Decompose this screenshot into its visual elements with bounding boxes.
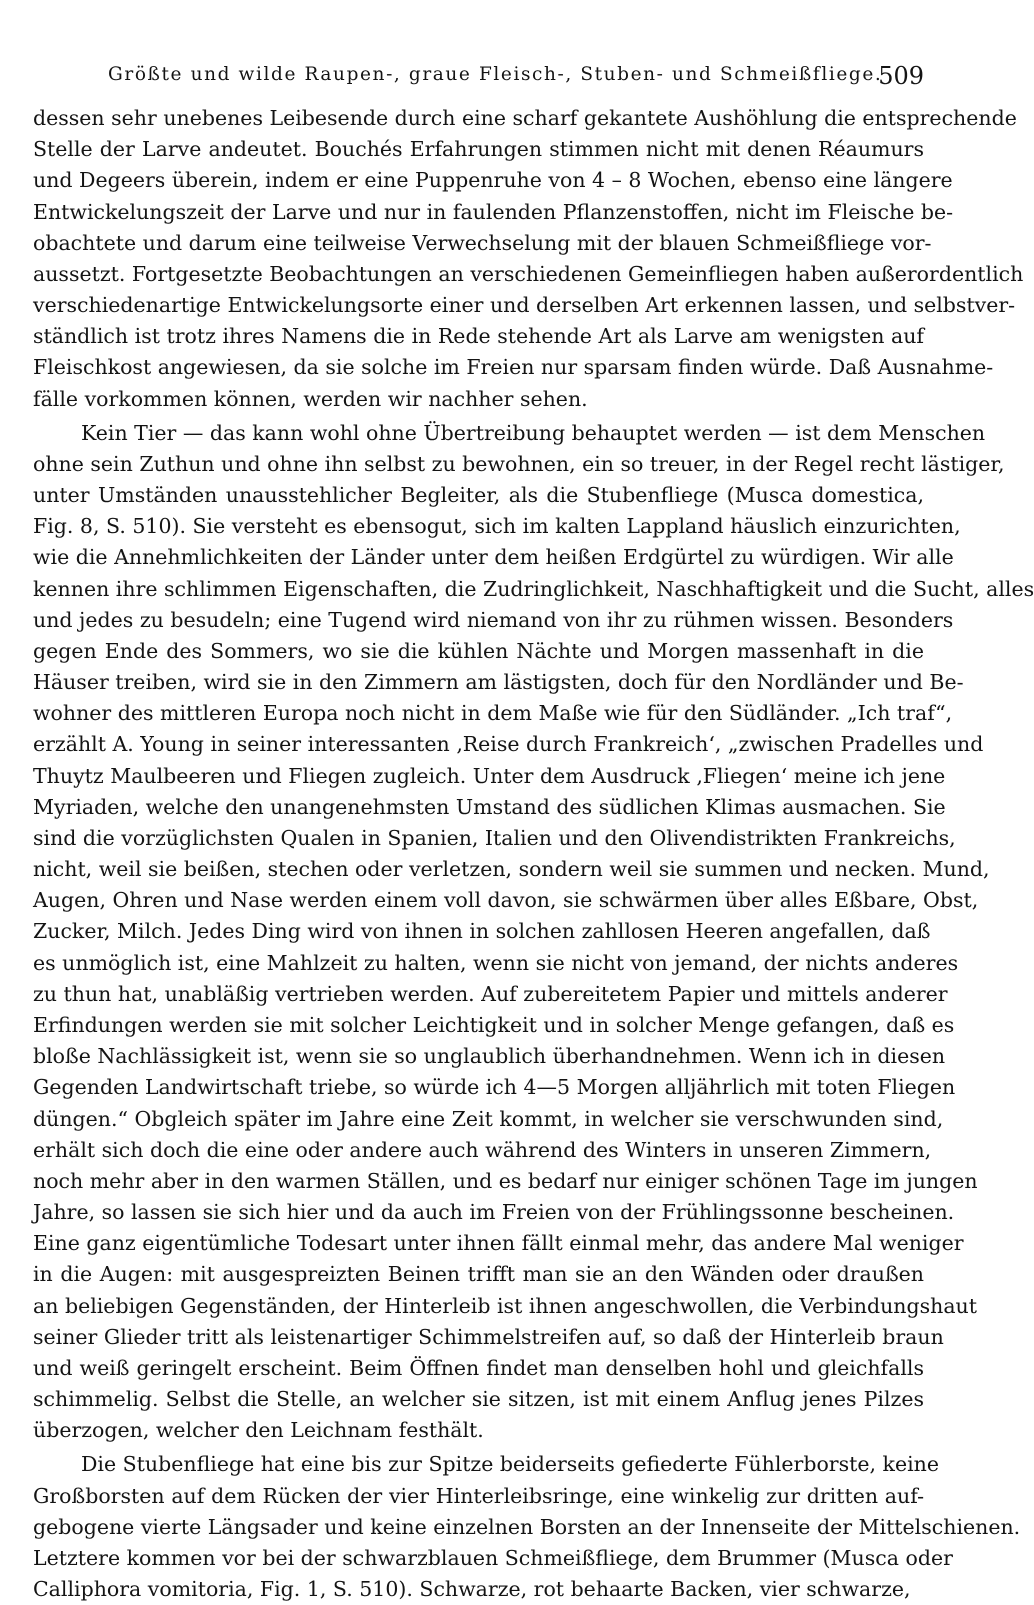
text-line: Myriaden, welche den unangenehmsten Umstand des südlichen Klimas ausmachen. Sie (33, 794, 946, 819)
page-number: 509 (878, 62, 924, 90)
text-line: unter Umständen unausstehlicher Begleiter, als die Stubenfliege (Musca domestica, (33, 483, 924, 508)
text-line: erzählt A. Young in seiner interessanten ‚Reise durch Frankreich‘, „zwischen Pradelles und (33, 732, 984, 757)
text-line: Häuser treiben, wird sie in den Zimmern am lästigsten, doch für den Nordländer und Be- (33, 670, 964, 695)
running-title: Größte und wilde Raupen-, graue Fleisch-, Stuben- und Schmeißfliege. (108, 64, 883, 85)
text-line: wohner des mittleren Europa noch nicht in dem Maße wie für den Südländer. „Ich traf“, (33, 701, 953, 726)
paragraph (33, 103, 1024, 415)
text-line: gegen Ende des Sommers, wo sie die kühlen Nächte und Morgen massenhaft in die (33, 638, 924, 663)
text-line: überzogen, welcher den Leichnam festhält. (33, 1418, 484, 1443)
text-line: Stelle der Larve andeutet. Bouchés Erfahrungen stimmen nicht mit denen Réaumurs (33, 137, 924, 162)
text-line: und weiß geringelt erscheint. Beim Öffnen findet man denselben hohl und gleichfalls (33, 1355, 924, 1380)
text-line: Großborsten auf dem Rücken der vier Hinterleibsringe, eine winkelig zur dritten auf- (33, 1483, 924, 1508)
text-line: nicht, weil sie beißen, stechen oder verletzen, sondern weil sie summen und necken. Mund, (33, 857, 990, 882)
text-line: Kein Tier — das kann wohl ohne Übertreibung behauptet werden — ist dem Menschen (81, 420, 986, 445)
text-line: dessen sehr unebenes Leibesende durch eine scharf gekantete Aushöhlung die entsprechende (33, 106, 1017, 130)
text-line: aussetzt. Fortgesetzte Beobachtungen an verschiedenen Gemeinfliegen haben außerordentlich (33, 261, 1024, 286)
text-line: ständlich ist trotz ihres Namens die in Rede stehende Art als Larve am wenigsten auf (33, 324, 924, 349)
text-line: ohne sein Zuthun und ohne ihn selbst zu bewohnen, ein so treuer, in der Regel recht lästiger, (33, 451, 1005, 476)
paragraph (33, 418, 1034, 1447)
text-line: es unmöglich ist, eine Mahlzeit zu halten, wenn sie nicht von jemand, der nichts anderes (33, 950, 959, 975)
body-text (33, 103, 1034, 1605)
text-line: und Degeers überein, indem er eine Puppenruhe von 4 – 8 Wochen, ebenso eine längere (33, 168, 953, 193)
page-header (33, 62, 924, 96)
text-line: sind die vorzüglichsten Qualen in Spanien, Italien und den Olivendistrikten Frankreichs, (33, 825, 956, 850)
text-line: schimmelig. Selbst die Stelle, an welcher sie sitzen, ist mit einem Anflug jenes Pilzes (33, 1387, 924, 1412)
text-line: Augen, Ohren und Nase werden einem voll davon, sie schwärmen über alles Eßbare, Obst, (33, 888, 979, 913)
text-line: Erfindungen werden sie mit solcher Leichtigkeit und in solcher Menge gefangen, daß es (33, 1012, 955, 1037)
text-line: Jahre, so lassen sie sich hier und da auch im Freien von der Frühlingssonne bescheinen. (33, 1200, 955, 1225)
text-line: fälle vorkommen können, werden wir nachher sehen. (33, 386, 588, 411)
text-line: erhält sich doch die eine oder andere auch während des Winters in unseren Zimmern, (33, 1137, 932, 1162)
text-line: Fleischkost angewiesen, da sie solche im Freien nur sparsam finden würde. Daß Ausnahme- (33, 355, 994, 380)
text-line: Zucker, Milch. Jedes Ding wird von ihnen in solchen zahllosen Heeren angefallen, daß (33, 919, 931, 944)
text-line: seiner Glieder tritt als leistenartiger Schimmelstreifen auf, so daß der Hinterleib braun (33, 1324, 944, 1349)
text-line: an beliebigen Gegenständen, der Hinterleib ist ihnen angeschwollen, die Verbindungshaut (33, 1293, 977, 1318)
text-line: kennen ihre schlimmen Eigenschaften, die Zudringlichkeit, Naschhaftigkeit und die Sucht, alles (33, 576, 1034, 601)
paragraph (33, 1449, 1021, 1605)
text-line: Calliphora vomitoria, Fig. 1, S. 510). Schwarze, rot behaarte Backen, vier schwarze, (33, 1577, 911, 1602)
text-line: Fig. 8, S. 510). Sie versteht es ebensogut, sich im kalten Lappland häuslich einzurichten, (33, 514, 961, 539)
text-line: Eine ganz eigentümliche Todesart unter ihnen fällt einmal mehr, das andere Mal weniger (33, 1231, 964, 1256)
text-line: obachtete und darum eine teilweise Verwechselung mit der blauen Schmeißfliege vor- (33, 230, 932, 255)
text-line: in die Augen: mit ausgespreizten Beinen trifft man sie an den Wänden oder draußen (33, 1262, 924, 1287)
text-line: wie die Annehmlichkeiten der Länder unter dem heißen Erdgürtel zu würdigen. Wir alle (33, 545, 954, 570)
text-line: bloße Nachlässigkeit ist, wenn sie so unglaublich überhandnehmen. Wenn ich in diesen (33, 1044, 946, 1069)
text-line: Die Stubenfliege hat eine bis zur Spitze beiderseits gefiederte Fühlerborste, keine (81, 1452, 939, 1477)
text-line: zu thun hat, unabläßig vertrieben werden. Auf zubereitetem Papier und mittels anderer (33, 981, 948, 1006)
text-line: und jedes zu besudeln; eine Tugend wird niemand von ihr zu rühmen wissen. Besonders (33, 607, 954, 632)
text-line: Entwickelungszeit der Larve und nur in faulenden Pflanzenstoffen, nicht im Fleische be- (33, 199, 954, 224)
text-line: düngen.“ Obgleich später im Jahre eine Zeit kommt, in welcher sie verschwunden sind, (33, 1106, 944, 1131)
text-line: gebogene vierte Längsader und keine einzelnen Borsten an der Innenseite der Mittelschienen. (33, 1514, 1021, 1539)
text-line: verschiedenartige Entwickelungsorte einer und derselben Art erkennen lassen, und selbstver- (33, 293, 1016, 318)
text-line: Thuytz Maulbeeren und Fliegen zugleich. Unter dem Ausdruck ‚Fliegen‘ meine ich jene (33, 763, 946, 788)
text-line: Letztere kommen vor bei der schwarzblauen Schmeißfliege, dem Brummer (Musca oder (33, 1545, 953, 1570)
text-line: Gegenden Landwirtschaft triebe, so würde ich 4—5 Morgen alljährlich mit toten Fliegen (33, 1075, 956, 1100)
text-line: noch mehr aber in den warmen Ställen, und es bedarf nur einiger schönen Tage im jungen (33, 1168, 978, 1193)
